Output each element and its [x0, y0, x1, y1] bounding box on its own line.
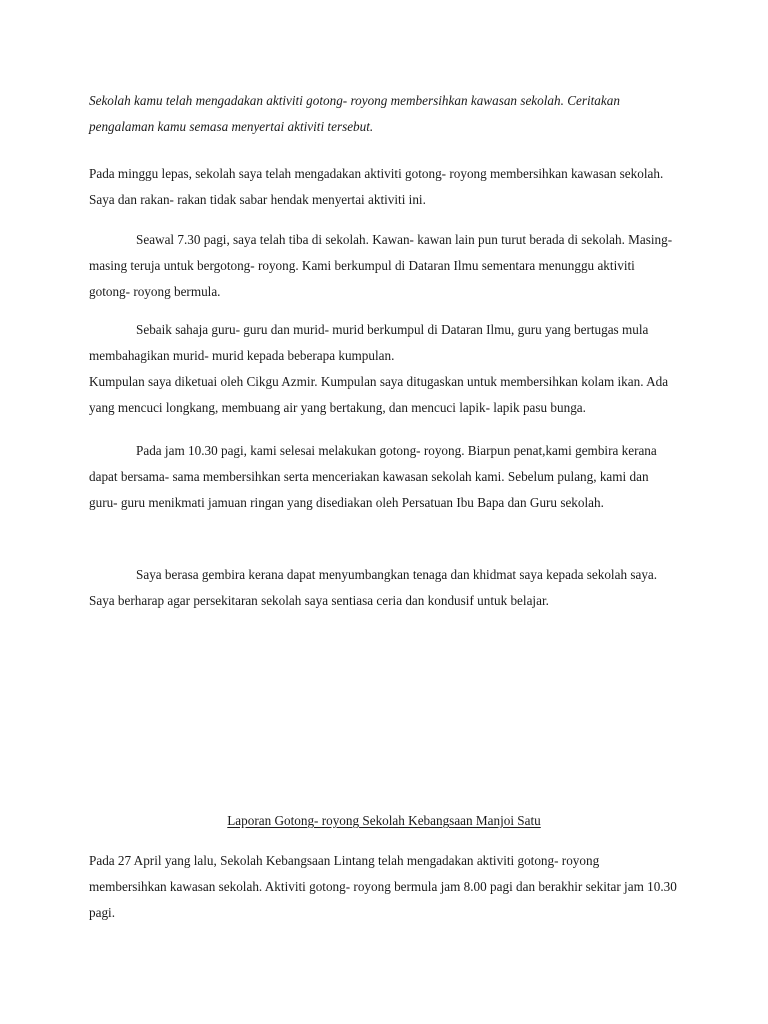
- essay-paragraph-4: [89, 438, 679, 516]
- essay-paragraph-2: [89, 227, 679, 305]
- essay-paragraph-4-text: Pada jam 10.30 pagi, kami selesai melakukan gotong- royong. Biarpun penat,kami gembira kerana dapat bersama- sama membersihkan serta menceriakan kawasan sekolah kami. Sebelum pulang, kami dan guru- guru menikmati jamuan ringan yang disediakan oleh Persatuan Ibu Bapa dan Guru sekolah.: [89, 443, 657, 510]
- essay-paragraph-5: [89, 562, 679, 614]
- essay-paragraph-3b: Kumpulan saya diketuai oleh Cikgu Azmir. Kumpulan saya ditugaskan untuk membersihkan kolam ikan. Ada yang mencuci longkang, membuang air yang bertakung, dan mencuci lapik- lapik pasu bunga.: [89, 374, 669, 415]
- essay-paragraph-2-text: Seawal 7.30 pagi, saya telah tiba di sekolah. Kawan- kawan lain pun turut berada di sekolah. Masing- masing teruja untuk bergotong- royong. Kami berkumpul di Dataran Ilmu sementara menunggu aktiviti gotong- royong bermula.: [89, 232, 673, 299]
- essay-paragraph-3-text: Sebaik sahaja guru- guru dan murid- murid berkumpul di Dataran Ilmu, guru yang bertugas mula membahagikan murid- murid kepada beberapa kumpulan.: [89, 322, 649, 363]
- essay-paragraph-5-text: Saya berasa gembira kerana dapat menyumbangkan tenaga dan khidmat saya kepada sekolah saya. Saya berharap agar persekitaran sekolah saya sentiasa ceria dan kondusif untuk belajar.: [89, 567, 658, 608]
- report-title-text: Laporan Gotong- royong Sekolah Kebangsaan Manjoi Satu: [227, 813, 541, 828]
- essay-prompt: Sekolah kamu telah mengadakan aktiviti gotong- royong membersihkan kawasan sekolah. Ceritakan pengalaman kamu semasa menyertai aktiviti tersebut.: [89, 93, 620, 134]
- essay-paragraph-3: [89, 317, 679, 369]
- report-title: [0, 808, 768, 834]
- essay-paragraph-1: Pada minggu lepas, sekolah saya telah mengadakan aktiviti gotong- royong membersihkan kawasan sekolah. Saya dan rakan- rakan tidak sabar hendak menyertai aktiviti ini.: [89, 166, 664, 207]
- report-paragraph-1: Pada 27 April yang lalu, Sekolah Kebangsaan Lintang telah mengadakan aktiviti gotong- royong membersihkan kawasan sekolah. Aktiviti gotong- royong bermula jam 8.00 pagi dan berakhir sekitar jam 10.30 pagi.: [89, 853, 677, 920]
